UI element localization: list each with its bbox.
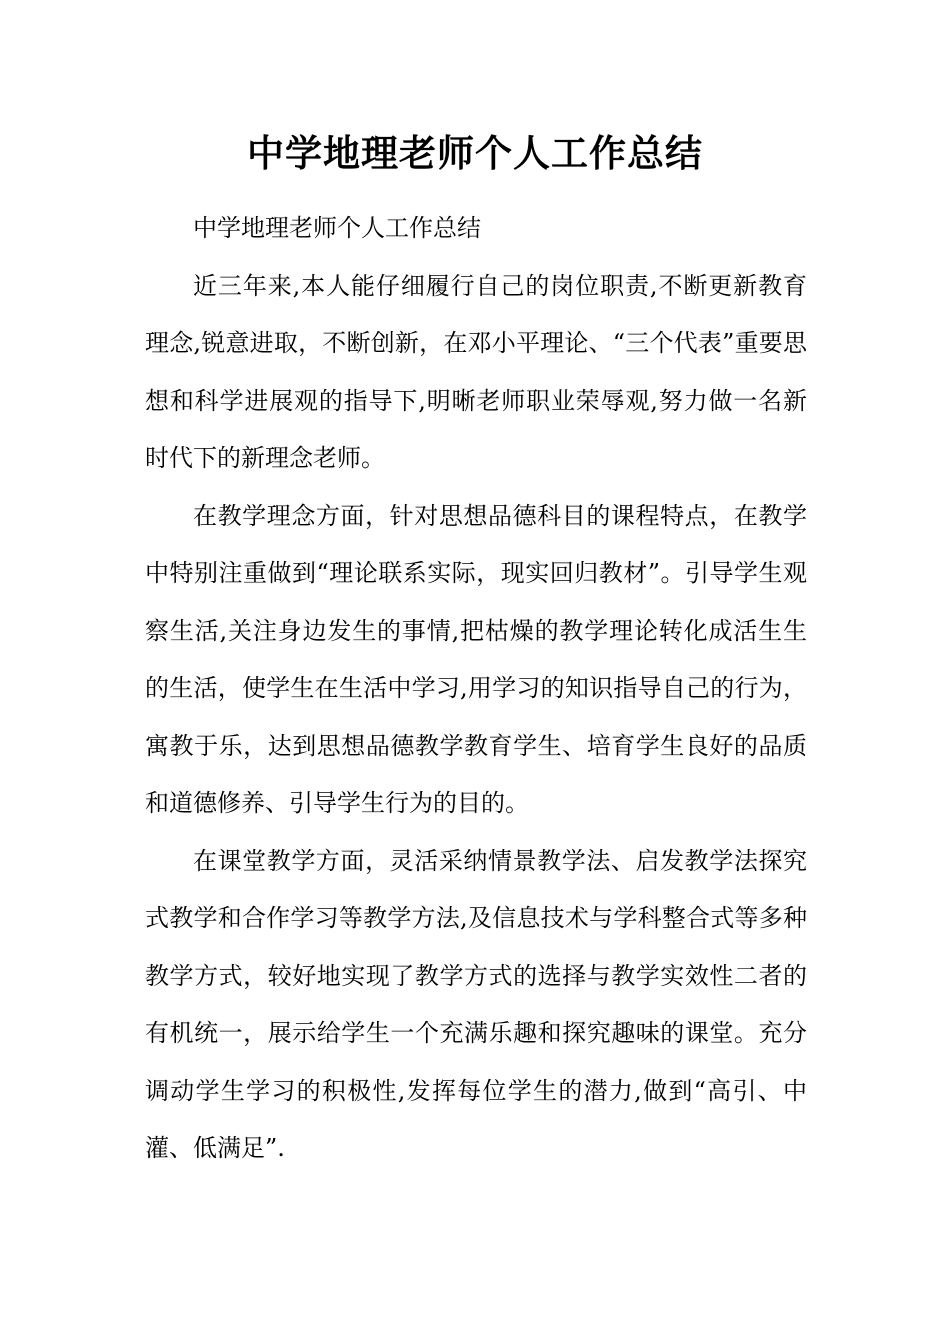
paragraph-classroom-teaching: 在课堂教学方面，灵活采纳情景教学法、启发教学法探究式教学和合作学习等教学方法,及信息技术与学科整合式等多种教学方式，较好地实现了教学方式的选择与教学实效性二者的有机统一，展示给学生一个充满乐趣和探究趣味的课堂。充分调动学生学习的积极性,发挥每位学生的潜力,做到“高引、中灌、低满足”. (145, 846, 807, 1162)
paragraph-subtitle: 中学地理老师个人工作总结 (193, 214, 481, 242)
paragraph-intro: 近三年来,本人能仔细履行自己的岗位职责,不断更新教育理念,锐意进取，不断创新，在邓小平理论、“三个代表”重要思想和科学进展观的指导下,明晰老师职业荣辱观,努力做一名新时代下的新理念老师。 (145, 271, 807, 472)
document-body (145, 200, 807, 1178)
document-title: 中学地理老师个人工作总结 (247, 131, 703, 175)
paragraph-teaching-philosophy: 在教学理念方面，针对思想品德科目的课程特点，在教学中特别注重做到“理论联系实际，现实回归教材”。引导学生观察生活,关注身边发生的事情,把枯燥的教学理论转化成活生生的生活，使学生在生活中学习,用学习的知识指导自己的行为，寓教于乐，达到思想品德教学教育学生、培育学生良好的品质和道德修养、引导学生行为的目的。 (145, 501, 807, 817)
